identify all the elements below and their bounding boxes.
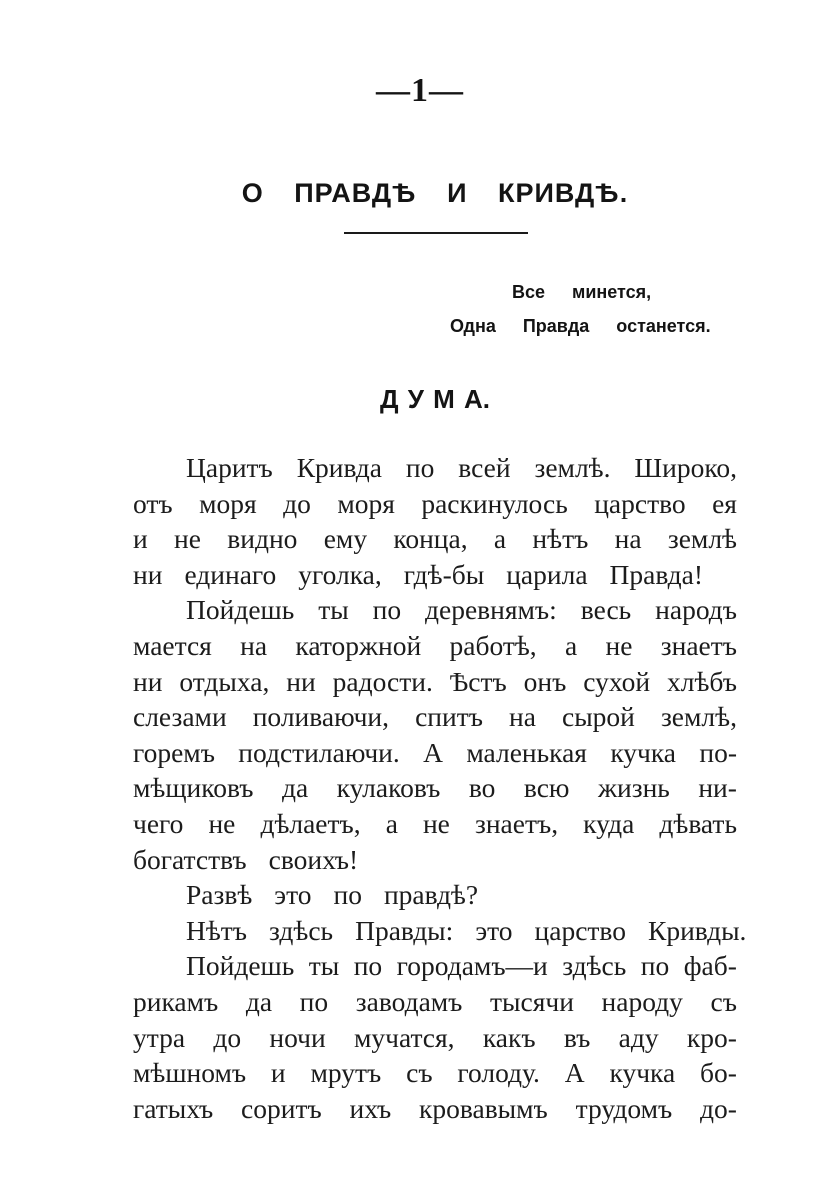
text-line: ни отдыха, ни радости. Ѣстъ онъ сухой хлѣбъ [133,665,737,697]
text-line: и не видно ему конца, а нѣтъ на землѣ [133,523,737,555]
text-line: мается на каторжной работѣ, а не знаетъ [133,629,737,661]
text-line: богатствъ своихъ! [133,843,359,875]
page-number: —1— [376,72,464,109]
text-line: слезами поливаючи, спитъ на сырой землѣ, [133,701,737,733]
text-line: ни единаго уголка, гдѣ-бы царила Правда! [133,558,704,590]
text-line: рикамъ да по заводамъ тысячи народу съ [133,985,737,1017]
title-rule-divider [344,232,528,234]
text-line: Нѣтъ здѣсь Правды: это царство Кривды. [186,914,747,946]
text-line: мѣщиковъ да кулаковъ во всю жизнь ни- [133,772,737,804]
text-line: Пойдешь ты по городамъ—и здѣсь по фаб- [186,950,737,982]
section-heading: Д У М А. [379,384,491,414]
text-line: гатыхъ соритъ ихъ кровавымъ трудомъ до- [133,1092,737,1124]
text-line: Пойдешь ты по деревнямъ: весь народъ [186,594,737,626]
epigraph-line: Одна Правда останется. [450,316,711,336]
epigraph-line: Все минется, [512,282,652,302]
text-line: мѣшномъ и мрутъ съ голоду. А кучка бо- [133,1057,737,1089]
text-line: горемъ подстилаючи. А маленькая кучка по- [133,736,737,768]
text-line: чего не дѣлаетъ, а не знаетъ, куда дѣвать [133,807,737,839]
text-line: Развѣ это по правдѣ? [186,879,479,911]
text-line: отъ моря до моря раскинулось царство ея [133,487,737,519]
text-line: Царитъ Кривда по всей землѣ. Широко, [186,452,737,483]
text-line: утра до ночи мучатся, какъ въ аду кро- [133,1021,737,1053]
chapter-title: О ПРАВДѢ И КРИВДѢ. [241,178,629,208]
body-text [133,450,747,1126]
